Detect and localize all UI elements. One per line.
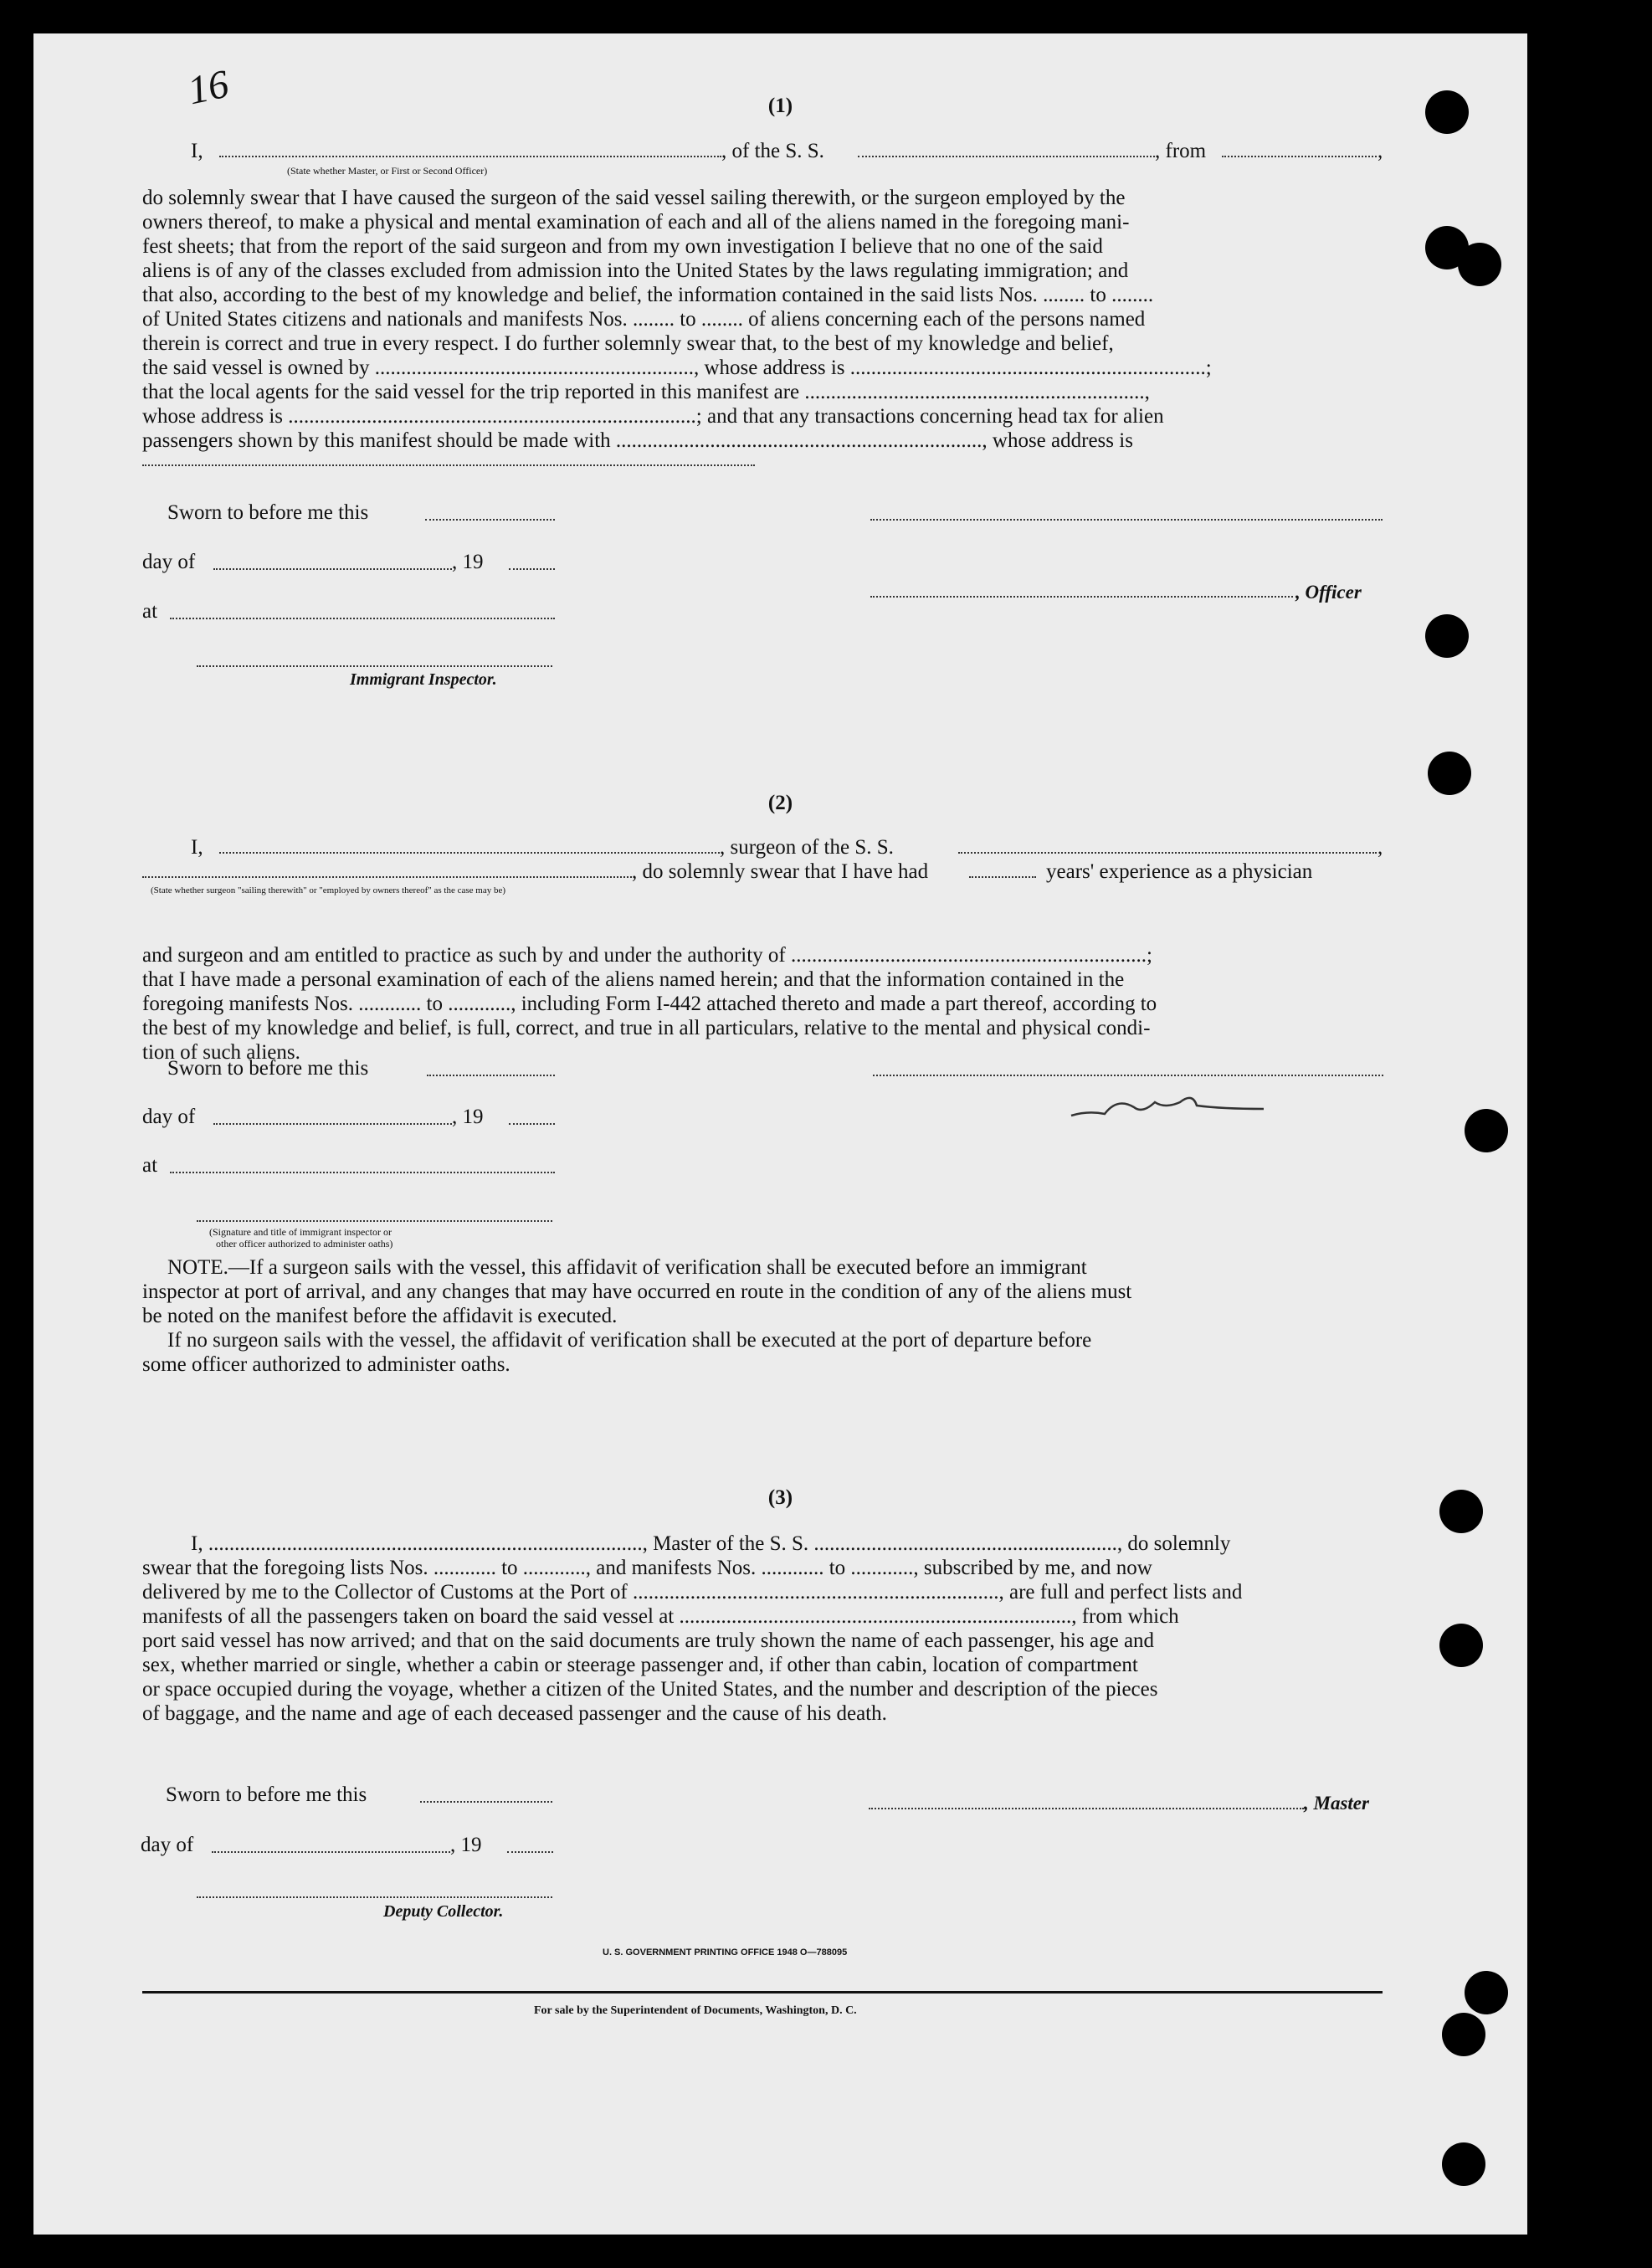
- section2-comma: ,: [1378, 836, 1383, 859]
- s1-day-of: day of: [142, 551, 196, 573]
- note-line: NOTE.—If a surgeon sails with the vessel, this affidavit of verification shall be executed before an immigrant: [167, 1256, 1087, 1279]
- s1-line: that also, according to the best of my knowledge and belief, the information contained in the said lists Nos. ........ to ........: [142, 284, 1154, 306]
- section2-surgeon-ss: , surgeon of the S. S.: [720, 836, 894, 859]
- s2-at: at: [142, 1154, 158, 1177]
- form-page: [33, 33, 1527, 2235]
- s1-at: at: [142, 600, 158, 623]
- s1-sworn-label: Sworn to before me this: [167, 501, 369, 524]
- s1-line: aliens is of any of the classes excluded from admission into the United States by the laws regulating immigration; and: [142, 259, 1129, 282]
- s2-years-text: years' experience as a physician: [1046, 860, 1313, 883]
- punch-hole: [1465, 1971, 1508, 2014]
- s1-officer-label: , Officer: [1295, 582, 1362, 603]
- s2-sworn-label: Sworn to before me this: [167, 1057, 369, 1080]
- note-line: If no surgeon sails with the vessel, the affidavit of verification shall be executed at the port of departure before: [167, 1329, 1092, 1352]
- s2-at-blank[interactable]: [170, 1172, 555, 1173]
- section1-paragraph: [142, 186, 1383, 453]
- note-line: be noted on the manifest before the affidavit is executed.: [142, 1305, 618, 1327]
- punch-hole: [1439, 1490, 1483, 1533]
- s1-at-blank[interactable]: [170, 618, 555, 619]
- printing-office-line: U. S. GOVERNMENT PRINTING OFFICE 1948 O—788095: [603, 1947, 848, 1958]
- s1-line: the said vessel is owned by ............................................................., whose address is ....................................................................;: [142, 357, 1212, 379]
- s1-line: do solemnly swear that I have caused the surgeon of the said vessel sailing therewith, or the surgeon employed by the: [142, 187, 1126, 209]
- corner-handwritten-mark: 16: [183, 61, 233, 114]
- section1-i: I,: [191, 140, 203, 162]
- s2-day-of: day of: [142, 1106, 196, 1128]
- s3-line: sex, whether married or single, whether a cabin or steerage passenger and, if other than cabin, location of compartment: [142, 1654, 1138, 1676]
- note-line: some officer authorized to administer oaths.: [142, 1353, 510, 1376]
- s2-day-blank[interactable]: [213, 1123, 452, 1125]
- punch-hole: [1428, 752, 1471, 795]
- s2-line: that I have made a personal examination of each of the aliens named herein; and that the information contained in the: [142, 968, 1125, 991]
- ship-name-blank[interactable]: [858, 141, 1155, 157]
- from-port-blank[interactable]: [1222, 141, 1377, 157]
- s1-line: fest sheets; that from the report of the said surgeon and from my own investigation I believe that no one of the said: [142, 235, 1103, 258]
- s2-signature-blank[interactable]: [873, 1075, 1383, 1076]
- s3-year-blank[interactable]: [507, 1851, 553, 1853]
- s2-sig-note-1: (Signature and title of immigrant inspector or: [209, 1226, 392, 1238]
- s1-line: of United States citizens and nationals and manifests Nos. ........ to ........ of aliens concerning each of the persons named: [142, 308, 1146, 331]
- section1-comma: ,: [1378, 140, 1383, 162]
- s2-ship-blank[interactable]: [958, 837, 1377, 854]
- footer-rule: [142, 1991, 1383, 1993]
- s3-sworn-label: Sworn to before me this: [166, 1783, 367, 1806]
- surgeon-name-blank[interactable]: [219, 837, 720, 854]
- s1-line: passengers shown by this manifest should be made with ......................................................................, whose address is: [142, 429, 1133, 452]
- s3-line: delivered by me to the Collector of Customs at the Port of ......................................................................, are full and perfect lists and: [142, 1581, 1243, 1604]
- s3-line: or space occupied during the voyage, whether a citizen of the United States, and the number and description of the pieces: [142, 1678, 1158, 1701]
- s3-master-signature-blank[interactable]: [869, 1808, 1304, 1809]
- s1-line: that the local agents for the said vessel for the trip reported in this manifest are .................................................................,: [142, 381, 1150, 403]
- punch-hole: [1442, 2142, 1485, 2186]
- s2-inspector-signature-blank[interactable]: [197, 1220, 552, 1222]
- s2-year-blank[interactable]: [509, 1123, 555, 1125]
- section3-paragraph: [142, 1532, 1383, 1726]
- s1-day-blank[interactable]: [213, 568, 452, 570]
- s3-line: I, ..................................................................................., Master of the S. S. .........................................................., do solemnly: [191, 1532, 1231, 1555]
- s1-line: owners thereof, to make a physical and mental examination of each and all of the aliens named in the foregoing mani-: [142, 211, 1130, 233]
- punch-hole: [1425, 90, 1469, 134]
- note-line: inspector at port of arrival, and any changes that may have occurred en route in the condition of any of the aliens must: [142, 1280, 1132, 1303]
- years-experience-blank[interactable]: [969, 861, 1036, 878]
- s1-officer-blank[interactable]: [870, 596, 1293, 598]
- address-continuation-blank[interactable]: [142, 464, 755, 466]
- for-sale-line: For sale by the Superintendent of Documents, Washington, D. C.: [534, 2004, 857, 2017]
- s2-year: , 19: [452, 1106, 484, 1128]
- s1-year-blank[interactable]: [509, 568, 555, 570]
- s3-sworn-date-blank[interactable]: [420, 1801, 552, 1803]
- s3-line: swear that the foregoing lists Nos. ............ to ............, and manifests Nos. ............ to ............, subscribed by me, and now: [142, 1557, 1152, 1579]
- section2-i: I,: [191, 836, 203, 859]
- s1-line: whose address is ..............................................................................; and that any transactions concerning head tax for alien: [142, 405, 1164, 428]
- punch-hole: [1425, 614, 1469, 658]
- master-note: (State whether Master, or First or Second Officer): [287, 165, 488, 177]
- s1-line: therein is correct and true in every respect. I do further solemnly swear that, to the best of my knowledge and belief,: [142, 332, 1114, 355]
- section2-paragraph: [142, 943, 1383, 1065]
- s3-deputy-label: Deputy Collector.: [383, 1902, 504, 1921]
- s1-inspector-label: Immigrant Inspector.: [350, 670, 497, 689]
- s3-day-blank[interactable]: [212, 1851, 450, 1853]
- surgeon-note: (State whether surgeon "sailing therewith" or "employed by owners thereof" as the case may be): [151, 885, 506, 895]
- s3-line: of baggage, and the name and age of each deceased passenger and the cause of his death.: [142, 1702, 887, 1725]
- s2-line: the best of my knowledge and belief, is full, correct, and true in all particulars, relative to the mental and physical condi-: [142, 1017, 1151, 1039]
- section1-heading: (1): [767, 95, 793, 117]
- s1-year: , 19: [452, 551, 484, 573]
- s2-sig-note-2: other officer authorized to administer oaths): [216, 1238, 393, 1249]
- s1-sworn-date-blank[interactable]: [425, 519, 555, 521]
- note-paragraph: [142, 1255, 1383, 1377]
- master-name-blank[interactable]: [219, 141, 721, 157]
- section1-from: , from: [1155, 140, 1207, 162]
- punch-hole: [1465, 1109, 1508, 1152]
- s2-line: tion of such aliens.: [142, 1041, 300, 1064]
- section1-of-ss: , of the S. S.: [721, 140, 824, 162]
- s2-line: and surgeon and am entitled to practice as such by and under the authority of ....................................................................;: [142, 944, 1152, 967]
- punch-hole: [1458, 243, 1501, 286]
- s3-year: , 19: [450, 1834, 482, 1856]
- section2-heading: (2): [767, 792, 793, 814]
- s1-signature-blank[interactable]: [870, 519, 1383, 521]
- punch-hole: [1439, 1624, 1483, 1667]
- s2-sworn-text: , do solemnly swear that I have had: [632, 860, 929, 883]
- s2-line: foregoing manifests Nos. ............ to ............, including Form I-442 attached thereto and made a part thereof, according to: [142, 993, 1157, 1015]
- s3-line: manifests of all the passengers taken on board the said vessel at ..........................................................................., from which: [142, 1605, 1179, 1628]
- s3-line: port said vessel has now arrived; and that on the said documents are truly shown the name of each passenger, his age and: [142, 1629, 1155, 1652]
- s3-master-label: , Master: [1304, 1793, 1369, 1814]
- handwritten-signature: [1067, 1092, 1318, 1126]
- surgeon-status-blank[interactable]: [142, 861, 632, 878]
- s3-day-of: day of: [141, 1834, 194, 1856]
- punch-hole: [1442, 2013, 1485, 2056]
- s3-deputy-signature-blank[interactable]: [197, 1896, 552, 1898]
- section3-heading: (3): [767, 1486, 793, 1509]
- s2-sworn-date-blank[interactable]: [427, 1075, 555, 1076]
